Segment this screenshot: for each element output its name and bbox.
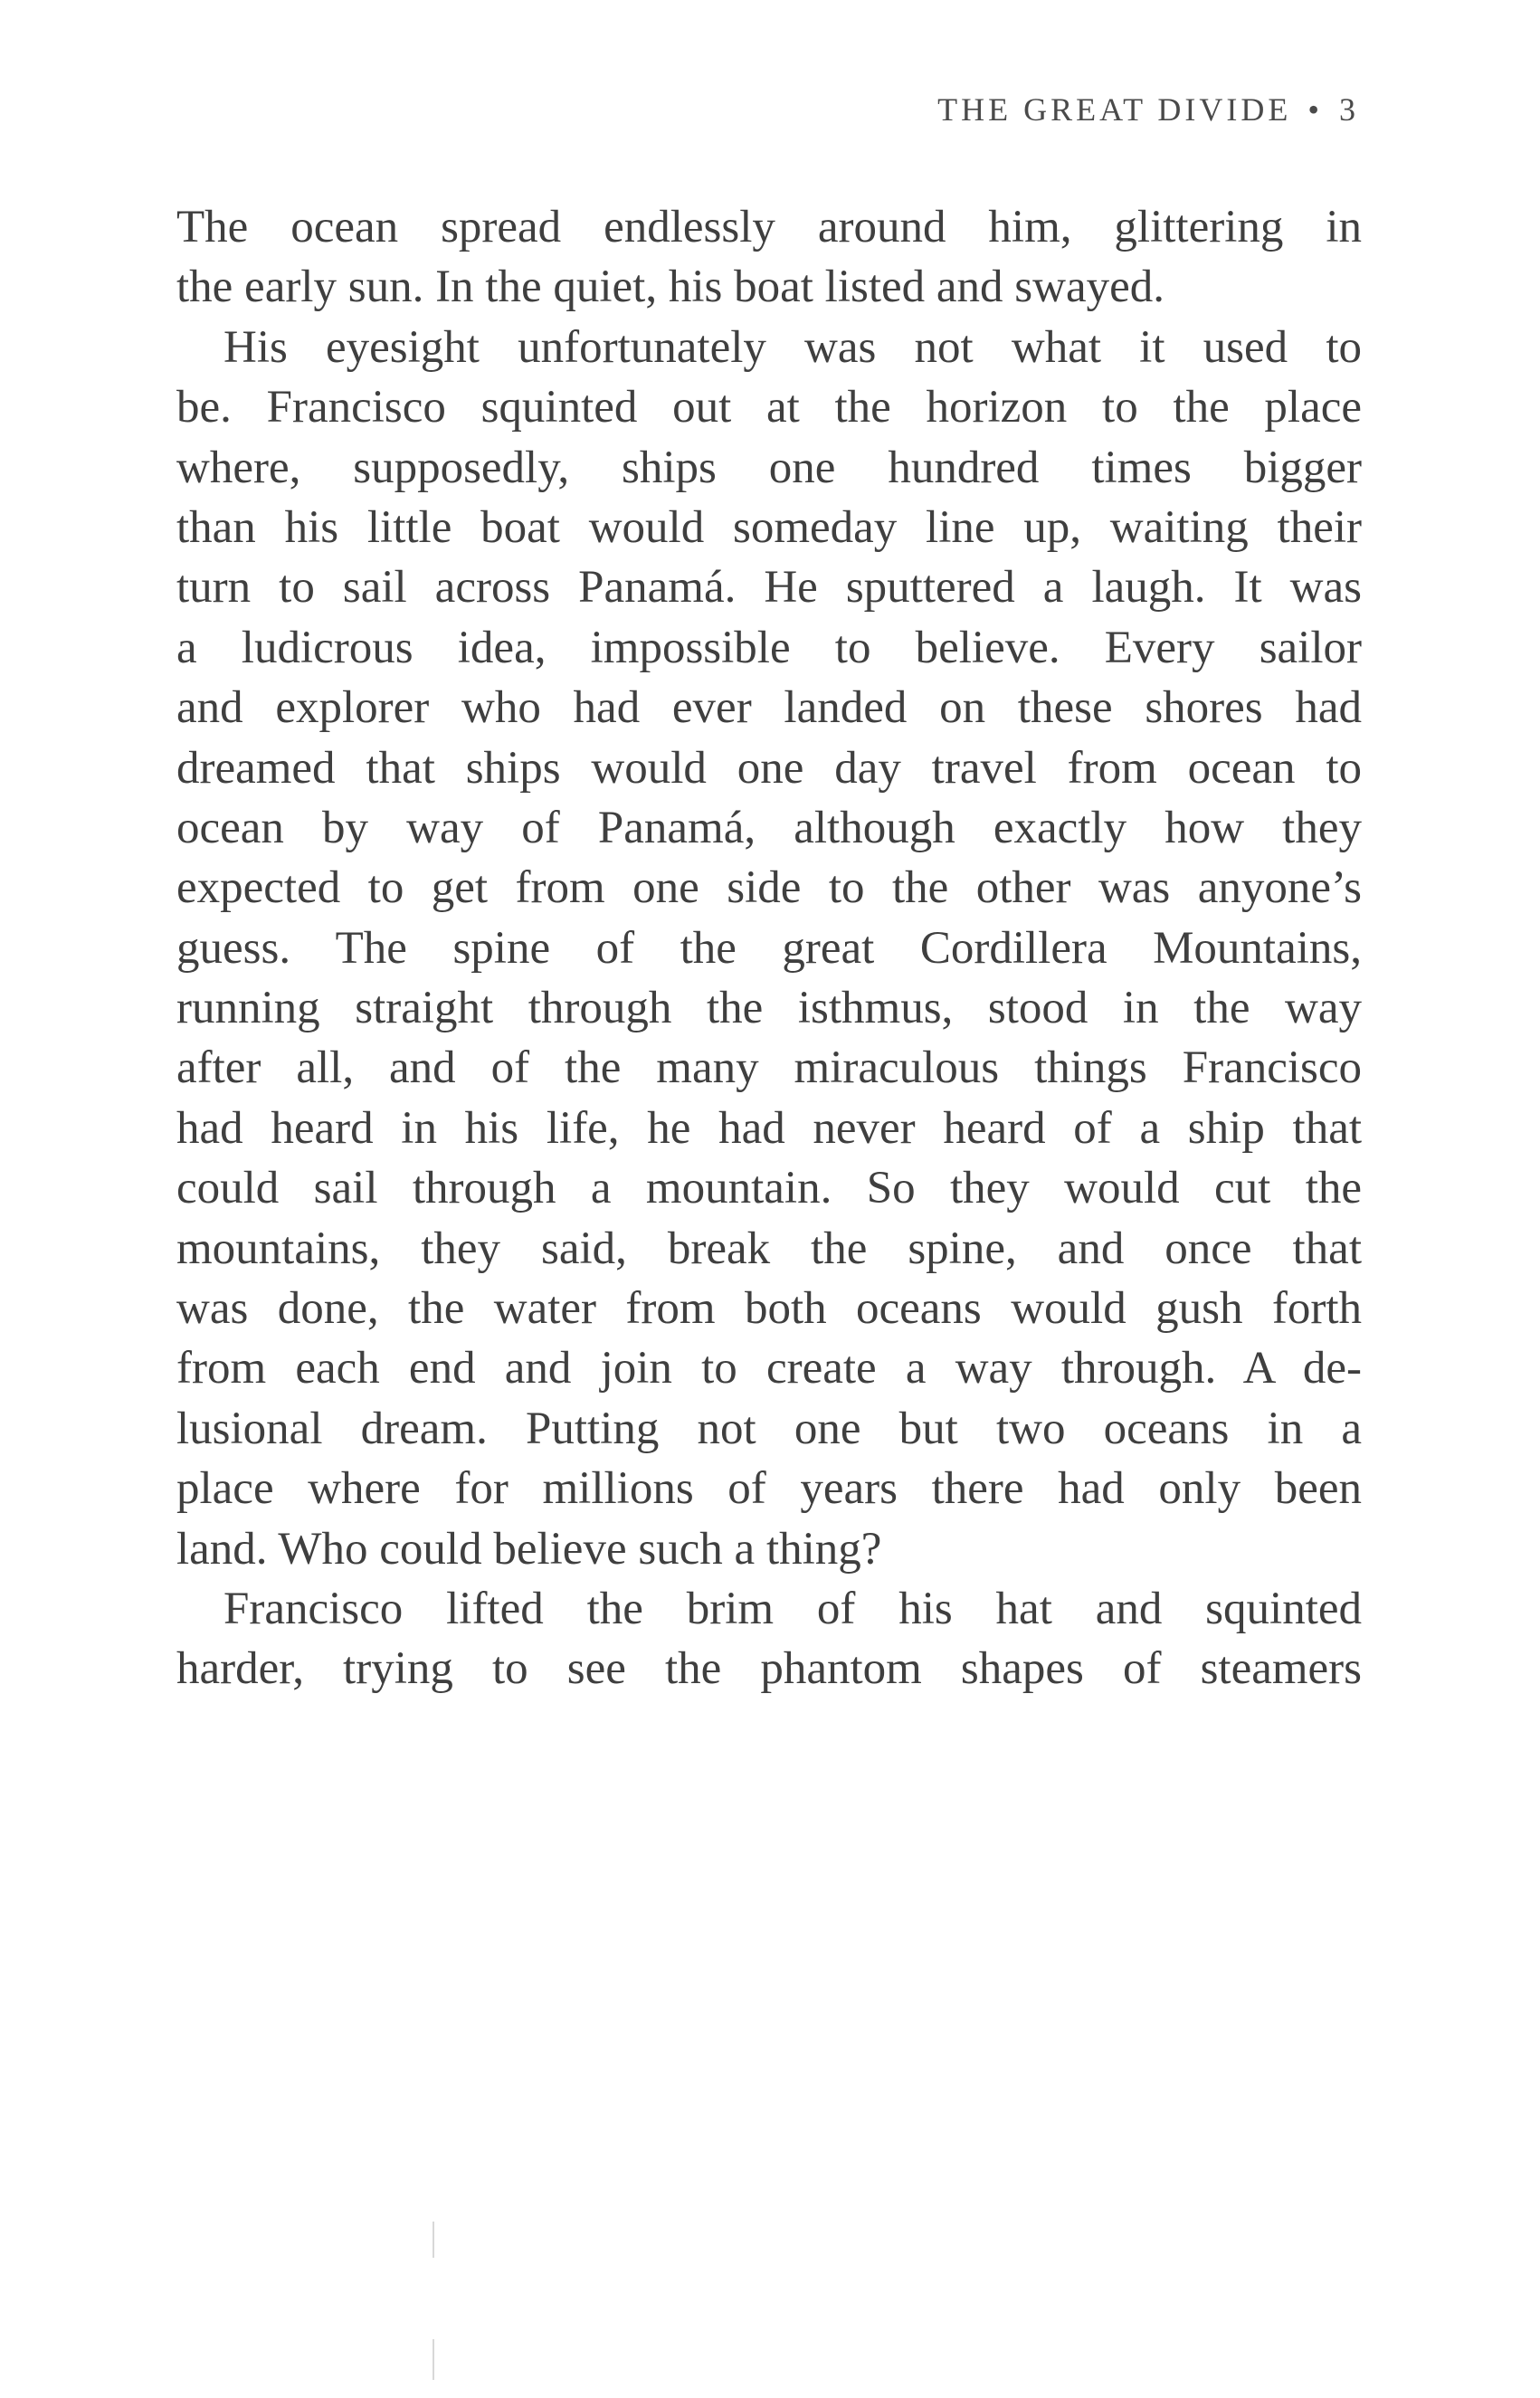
text-line: Francisco lifted the brim of his hat and squinted [223,1583,1362,1634]
text-line: had heard in his life, he had never heard of a ship that [176,1102,1362,1154]
text-line: the early sun. In the quiet, his boat listed and swayed. [176,262,1165,313]
text-line: ocean by way of Panamá, although exactly how they [176,802,1362,853]
text-line: than his little boat would someday line up, waiting their [176,501,1362,553]
text-line: land. Who could believe such a thing? [176,1523,882,1575]
text-line: where, supposedly, ships one hundred times bigger [176,442,1362,493]
text-line: lusional dream. Putting not one but two oceans in a [176,1403,1362,1454]
text-line: was done, the water from both oceans would gush forth [176,1283,1362,1335]
running-head [937,90,1359,128]
text-line: and explorer who had ever landed on these shores had [176,682,1362,734]
text-line: place where for millions of years there had only been [176,1463,1362,1515]
scan-artifact-mark [433,2222,434,2258]
text-line: from each end and join to create a way through. A de- [176,1343,1362,1394]
text-line: expected to get from one side to the other was anyone’s [176,862,1362,914]
text-line: mountains, they said, break the spine, and once that [176,1223,1362,1274]
text-line: turn to sail across Panamá. He sputtered a laugh. It was [176,562,1362,614]
text-line: after all, and of the many miraculous things Francisco [176,1042,1362,1094]
text-line: harder, trying to see the phantom shapes of steamers [176,1643,1362,1695]
text-line: guess. The spine of the great Cordillera Mountains, [176,922,1362,974]
text-line: a ludicrous idea, impossible to believe. Every sailor [176,622,1362,673]
running-head-separator: • [1307,91,1323,128]
text-line: running straight through the isthmus, stood in the way [176,983,1362,1034]
text-line: The ocean spread endlessly around him, glittering in [176,202,1362,252]
running-head-title: THE GREAT DIVIDE [937,91,1292,128]
page-number: 3 [1339,91,1359,128]
text-line: could sail through a mountain. So they would cut the [176,1163,1362,1214]
text-line: dreamed that ships would one day travel from ocean to [176,742,1362,794]
body-text [176,197,1362,1699]
scan-artifact-mark [433,2339,434,2380]
text-line: His eyesight unfortunately was not what it used to [223,321,1362,373]
text-line: be. Francisco squinted out at the horizon to the place [176,382,1362,433]
